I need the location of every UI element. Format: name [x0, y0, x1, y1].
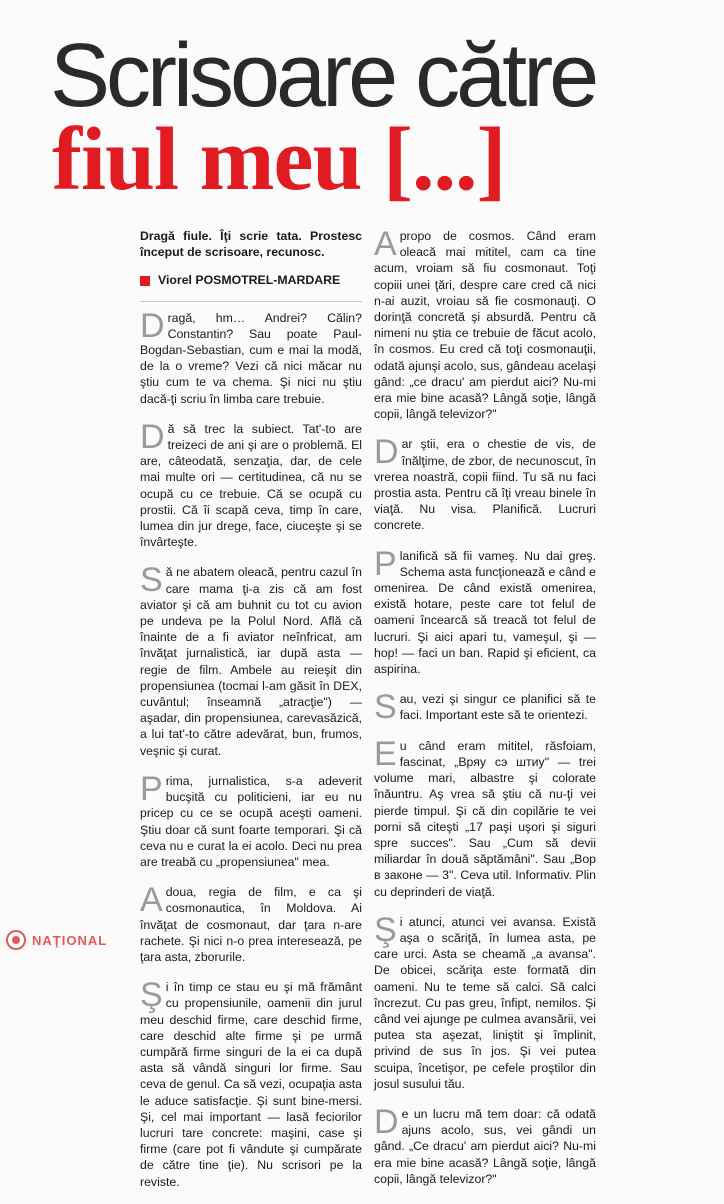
author-line: [140, 272, 362, 288]
right-column: [374, 225, 596, 1201]
paragraph-text: ragă, hm… Andrei? Călin? Constantin? Sau poate Paul-Bogdan-Sebastian, cum e mai la modă, de la o vreme? Vezi că nici măcar nu ştiu cum te va chema. Şi nici nu ştiu dacă-ţi scriu în limba care trebuie.: [140, 310, 362, 406]
left-paragraphs: [140, 306, 362, 1190]
author-name: Viorel POSMOTREL-MARDARE: [158, 273, 341, 288]
paragraph-text: rima, jurnalistica, s-a adeverit bucşită cu politicieni, iar eu nu pricep cu ce se ocupă aceşti oameni. Ştiu doar că sunt foarte temporari. Şi că ceva nu e curat la ei acolo. Deci nu prea are treabă cu „propensiunea" mea.: [140, 773, 362, 869]
paragraph: [374, 734, 596, 900]
paragraph: [140, 306, 362, 407]
paragraph: [374, 1102, 596, 1187]
paragraph-text: ă să trec la subiect. Tat'-to are treizeci de ani şi are o problemă. El are, câteodată, senzaţia, dar, de cele mai multe ori — certitudinea, că nu se ocupă cu ce trebuie. Că se ocupă cu prostii. Că îi scapă ceva, timp în care, lumea din jur drege, face, ciuceşte şi se învârteşte.: [140, 421, 362, 550]
drop-cap: E: [374, 734, 397, 773]
title-line-1: Scrisoare către: [50, 26, 596, 126]
drop-cap: P: [140, 769, 163, 808]
drop-cap: P: [374, 544, 397, 583]
paragraph-text: propo de cosmos. Când eram oleacă mai mititel, cam ca tine acum, vroiam să fiu cosmonaut. Toţi copiii unei ţări, despre care cred că nici n-ai auzit, vroiau să fie cosmonauţi. O dorinţă concretă şi absurdă. Pentru că nimeni nu ştia ce trebuie de făcut acolo, în cosmos. Eu cred că toţi cosmonauţii, odată ajunşi acolo, sus, gândeau acelaşi gând: „ce dracu' am pierdut aici? Nu-mi era mie bine acasă? Lângă soţie, lângă copii, lângă televizor?": [374, 229, 596, 422]
paragraph-text: ar ştii, era o chestie de vis, de înălţime, de zbor, de necunoscut, în vrerea noastră, copii fiind. Tu să nu faci prostia asta. Pentru că îţi vreau binele în viaţă. Nu visa. Planifică. Lucruri concrete.: [374, 437, 596, 533]
paragraph: [140, 561, 362, 758]
paragraph-text: e un lucru mă tem doar: că odată ajuns acolo, sus, vei gândi un gând. „Ce dracu' am pierdut aici? Nu-mi era mie bine acasă? Lângă soţie, lângă copii, lângă televizor?": [374, 1106, 596, 1186]
paragraph: [374, 688, 596, 727]
red-square-icon: [140, 276, 150, 286]
paragraph: [140, 976, 362, 1190]
drop-cap: D: [374, 1102, 399, 1141]
paragraph-text: doua, regia de film, e ca şi cosmonautica, în Moldova. Ai învăţat de cosmonaut, dar ţara n-are rachete. Şi nici n-o prea interesează, pe ţara asta, zborurile.: [140, 885, 362, 964]
paragraph: [140, 417, 362, 551]
drop-cap: A: [374, 225, 397, 263]
paragraph: [140, 881, 362, 965]
drop-cap: D: [140, 306, 165, 345]
paragraph-text: au, vezi şi singur ce planifici să te faci. Important este să te orientezi.: [399, 692, 596, 723]
paragraph-text: lanifică să fii vameş. Nu dai greş. Schema asta funcţionează e când e omenirea. De când există omenirea, există hotare, peste care tot felul de oameni încearcă să treacă tot felul de lucruri. Şi aici apari tu, vameşul, şi — hop! — faci un ban. Rapid şi eficient, ca aspirina.: [374, 548, 596, 677]
paragraph-text: i în timp ce stau eu şi mă frământ cu propensiunile, oamenii din jurul meu deschid firme, care deschid firme, care deschid alte firme şi pe urmă cumpără firme singuri de la ei ca după asta să vândă singuri lor firme. Sau ceva de genul. Ca să vezi, ocupaţia asta le aduce satisfacţie. Şi sunt bine-mersi. Şi, cel mai important — lasă feciorilor lucruri tare concrete: maşini, case şi firme (care pot fi vândute şi cumpărate de către tine ţie). Nu scrisori pe la reviste.: [140, 980, 362, 1189]
drop-cap: S: [140, 561, 163, 600]
title-line-2: fiul meu [...]: [52, 110, 506, 209]
logo-mark-icon: [6, 930, 26, 950]
drop-cap: A: [140, 881, 163, 920]
drop-cap: Ş: [140, 976, 163, 1015]
drop-cap: Ş: [374, 910, 397, 949]
paragraph-text: ă ne abatem oleacă, pentru cazul în care mama ţi-a zis că am fost aviator şi că am buhnit cu tot cu avion pe undeva pe la Polul Nord. Află că înainte de a fi aviator neînfricat, am învăţat jurnalistică, iar după asta — regie de film. Ambele au reieşit din propensiunea (tocmai l-am găsit în DEX, cuvântul; înseamnă „atracţie") — aşadar, din propensiunea, carevasăzică, a lui tat'-to către adevărat, bun, frumos, veşnic şi curat.: [140, 565, 362, 758]
drop-cap: D: [140, 417, 165, 456]
paragraph: [374, 910, 596, 1092]
paragraph: [374, 544, 596, 678]
paragraph: [140, 769, 362, 870]
paragraph-text: u când eram mititel, răsfoiam, fascinat, „Вряу сэ штиу" — trei volume mari, albastre şi colorate înăuntru. Aş vrea să ştiu că nu-ţi vei pierde timpul. Şi că din copilărie te vei porni să citeşti „17 paşi uşori şi siguri spre succes". Sau „Cum să devii miliardar în două săptămâni". Sau „Вор в законе — 3". Ceva util. Informativ. Plin cu deprinderi de viaţă.: [374, 738, 596, 899]
intro-text: Dragă fiule. Îţi scrie tata. Prostesc început de scrisoare, recunosc.: [140, 229, 362, 260]
paragraph-text: i atunci, atunci vei avansa. Există aşa o scăriţă, în lumea asta, pe care urci. Asta se cheamă „a avansa". De obicei, scăriţa este formată din oameni. Nu te teme să calci. Să calci încrezut. Cu pas greu, înfipt, nemilos. Şi când vei ajunge pe culmea avansării, vei putea sta aşezat, liniştit şi împlinit, privind de sus în jos. Şi vei putea scuipa, încetişor, pe cefele proştilor din josul susului tău.: [374, 914, 596, 1091]
drop-cap: S: [374, 688, 397, 727]
paragraph: [374, 225, 596, 422]
right-paragraphs: [374, 225, 596, 1187]
paragraph: [374, 433, 596, 533]
logo-text: NAŢIONAL: [32, 932, 108, 948]
publication-logo: [6, 930, 107, 950]
divider: [140, 301, 362, 302]
left-column: [140, 228, 362, 1204]
drop-cap: D: [374, 433, 399, 472]
